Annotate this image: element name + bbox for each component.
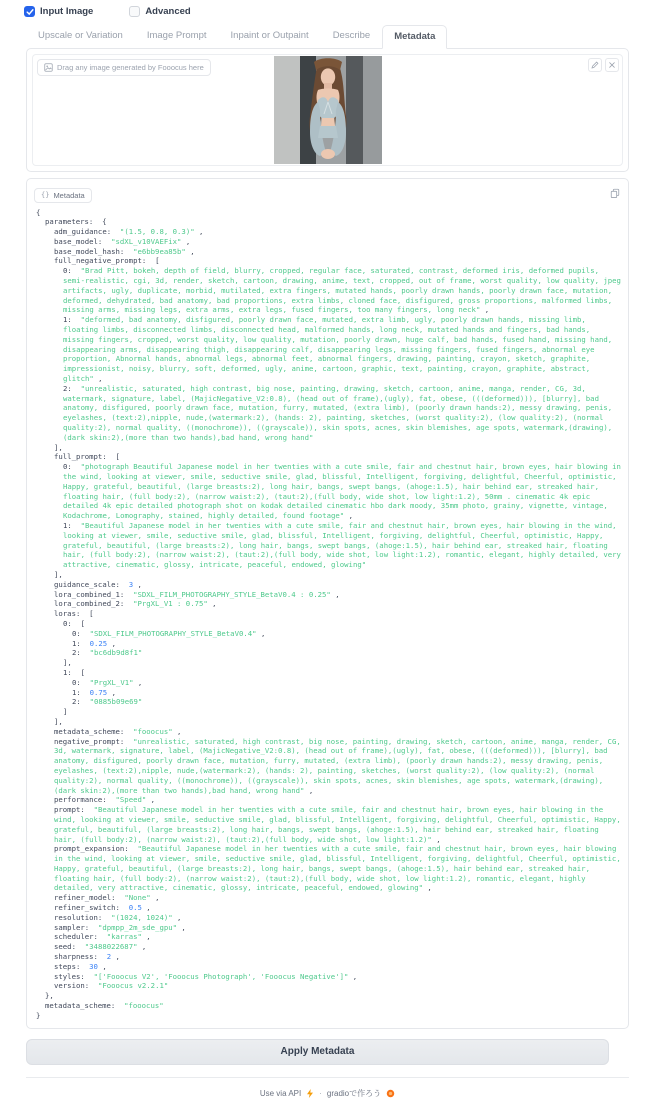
lightning-icon [306,1089,314,1098]
metadata-tab-panel [26,48,629,172]
tab-image-prompt[interactable]: Image Prompt [146,30,207,41]
advanced-checkbox[interactable] [129,6,190,17]
footer [26,1078,629,1099]
pencil-icon [591,61,599,69]
tab-describe[interactable]: Describe [332,30,371,41]
image-drop-zone[interactable] [32,54,623,166]
input-image-checkbox[interactable] [24,6,93,17]
clear-image-button[interactable] [605,58,619,72]
json-braces-icon: {} [41,191,50,199]
copy-json-button[interactable] [610,185,620,203]
built-with-gradio-link[interactable]: gradioで作ろう [326,1088,382,1098]
checkbox-unchecked-icon [129,6,140,17]
drag-hint-badge [37,59,211,76]
metadata-json-panel [26,178,629,1029]
image-toolbar [588,58,619,72]
footer-separator: · [319,1088,322,1098]
close-icon [608,61,616,69]
tab-bar [10,24,645,48]
checkbox-checked-icon [24,6,35,17]
json-tree: { parameters: { adm_guidance: "(1.5, 0.8, 0.3)" , base_model: "sdXL_v10VAEFix" , base_model_hash: "e6bb9ea85b" , full_negative_prompt: [ 0: "Brad Pitt, bokeh, depth of field, blurry, cropped, regular face, saturated, contrast, deformed iris, deformed pupils, semi-realistic, cgi, 3d, render, sketch, cartoon, drawing, anime, text, cropped, out of frame, worst quality, low quality, jpeg artifacts, ugly, duplicate, morbid, mutilated, extra fingers, mutated hands, poorly drawn hands, poorly drawn face, mutation, deformed, dehydrated, bad anatomy, bad proportions, extra limbs, cloned face, disfigured, gross proportions, malformed limbs, missing arms, missing legs, extra arms, extra legs, fused fingers, too many fingers, long neck" , 1: "deformed, bad anatomy, disfigured, poorly drawn face, mutated, extra limb, ugly, poorly drawn hands, missing limb, floating limbs, disconnected limbs, disconnected head, malformed hands, long neck, mutated hands and fingers, bad hands, missing fingers, cropped, worst quality, low quality, mutation, poorly drawn, huge calf, bad hands, fused hand, missing hand, disappearing arms, disappearing thigh, disappearing calf, disappearing legs, missing fingers, fused fingers, abnormal eye proportion, Abnormal hands, abnormal legs, abnormal feet, abnormal fingers, drawing, painting, crayon, sketch, graphite, impressionist, noisy, blurry, soft, deformed, ugly, anime, cartoon, graphic, text, painting, crayon, graphite, abstract, glitch" , 2: "unrealistic, saturated, high contrast, big nose, painting, drawing, sketch, cartoon, anime, manga, render, CG, 3d, watermark, signature, label, (MajicNegative_V2:0.8), (head out of frame),(ugly), fat, obese, (((deformed))), [blurry], bad anatomy, disfigured, poorly drawn face, mutation, furry, mutated, (extra limb), (poorly drawn hands:2), messy drawing, penis, eyelashes, (text:2),nipple, nude,(watermark:2), (hands: 2), painting, sketches, (worst quality:2), (low quality:2), (normal quality:2), normal quality, ((monochrome)), ((grayscale)), skin spots, acnes, skin blemishes, age spots, watermark,(drawing),(dark skin:2),(more than two hands),bad hand, wrong hand" ], full_prompt: [ 0: "photograph Beautiful Japanese model in her twenties with a cute smile, fair and chestnut hair, brown eyes, hair blowing in the wind, looking at viewer, smile, seductive smile, glad, blissful, Intelligent, forgiving, delightful, Cheerful, optimistic, Happy, grateful, beautiful, (large breasts:2), long hair, bangs, swept bangs, (ahoge:1.5), hair behind ear, streaked hair, floating hair, (full body:2), (narrow waist:2), (taut:2),(full body, wide shot, low light:1.2), 50mm . cinematic 4k epic detailed 4k epic detailed photograph shot on kodak detailed cinematic hbo dark moody, 35mm photo, grainy, vignette, vintage, Kodachrome, Lomography, stained, highly detailed, found footage" , 1: "Beautiful Japanese model in her twenties with a cute smile, fair and chestnut hair, brown eyes, hair blowing in the wind, looking at viewer, smile, seductive smile, glad, blissful, Intelligent, forgiving, delightful, Cheerful, optimistic, Happy, grateful, beautiful, (large breasts:2), long hair, bangs, swept bangs, (ahoge:1.5), hair behind ear, streaked hair, floating hair, (full body:2), (narrow waist:2), (taut:2),(full body, wide shot, low light:1.2), romantic, elegant, highly detailed, very attractive, cinematic, glossy, intricate, peaceful, endowed, glowing" ], guidance_scale: 3 , lora_combined_1: "SDXL_FILM_PHOTOGRAPHY_STYLE_BetaV0.4 : 0.25" , lora_combined_2: "PrgXL_V1 : 0.75" , loras: [ 0: [ 0: "SDXL_FILM_PHOTOGRAPHY_STYLE_BetaV0.4" , 1: 0.25 , 2: "bc6db9d8f1" ], 1: [ 0: "PrgXL_V1" , 1: 0.75 , 2: "0885b09e69" ] ], metadata_scheme: "fooocus" , negative_prompt: "unrealistic, saturated, high contrast, big nose, painting, drawing, sketch, cartoon, anime, manga, render, CG, 3d, watermark, signature, label, (MajicNegative_V2:0.8), (head out of frame),(ugly), fat, obese, (((deformed))), [blurry], bad anatomy, disfigured, poorly drawn face, mutation, furry, mutated, (extra limb), (poorly drawn hands:2), messy drawing, penis, eyelashes, (text:2),nipple, nude,(watermark:2), (hands: 2), painting, sketches, (worst quality:2), (low quality:2), (normal quality:2), normal quality, ((monochrome)), ((grayscale)), skin spots, acnes, skin blemishes, age spots, watermark,(drawing),(dark skin:2),(more than two hands),bad hand, wrong hand" , performance: "Speed" , prompt: "Beautiful Japanese model in her twenties with a cute smile, fair and chestnut hair, brown eyes, hair blowing in the wind, looking at viewer, smile, seductive smile, glad, blissful, Intelligent, forgiving, delightful, Cheerful, optimistic, Happy, grateful, beautiful, (large breasts:2), long hair, bangs, swept bangs, (ahoge:1.5), hair behind ear, streaked hair, floating hair, (full body:2), (narrow waist:2), (taut:2),(full body, wide shot, low light:1.2)" , prompt_expansion: "Beautiful Japanese model in her twenties with a cute smile, fair and chestnut hair, brown eyes, hair blowing in the wind, looking at viewer, smile, seductive smile, glad, blissful, Intelligent, forgiving, delightful, Cheerful, optimistic, Happy, grateful, beautiful, (large breasts:2), long hair, bangs, swept bangs, (ahoge:1.5), hair behind ear, streaked hair, floating hair, (full body:2), (narrow waist:2), (taut:2),(full body, wide shot, low light:1.2), romantic, elegant, highly detailed, very attractive, cinematic, glossy, intricate, peaceful, endowed, glowing" , refiner_model: "None" , refiner_switch: 0.5 , resolution: "(1024, 1024)" , sampler: "dpmpp_2m_sde_gpu" , scheduler: "karras" , seed: "3488022687" , sharpness: 2 , steps: 30 , styles: "['Fooocus V2', 'Fooocus Photograph', 'Fooocus Negative']" , version: "Fooocus v2.2.1" }, metadata_scheme: "fooocus" } [36,207,621,1020]
uploaded-image-preview[interactable] [274,56,382,164]
use-via-api-link[interactable]: Use via API [259,1088,302,1098]
tab-metadata[interactable]: Metadata [382,25,447,49]
apply-metadata-button[interactable]: Apply Metadata [26,1039,609,1065]
mode-controls [10,3,645,24]
advanced-label: Advanced [145,6,191,17]
copy-icon [610,188,620,198]
footer-divider [26,1077,629,1099]
tab-inpaint-or-outpaint[interactable]: Inpaint or Outpaint [230,30,309,41]
image-icon [44,63,53,72]
input-image-label: Input Image [40,6,94,17]
metadata-badge [34,188,92,203]
tab-upscale-or-variation[interactable]: Upscale or Variation [38,30,123,41]
metadata-badge-label: Metadata [53,190,85,200]
edit-image-button[interactable] [588,58,602,72]
drag-hint-label: Drag any image generated by Fooocus here [57,63,204,72]
gradio-logo-icon [386,1089,395,1098]
